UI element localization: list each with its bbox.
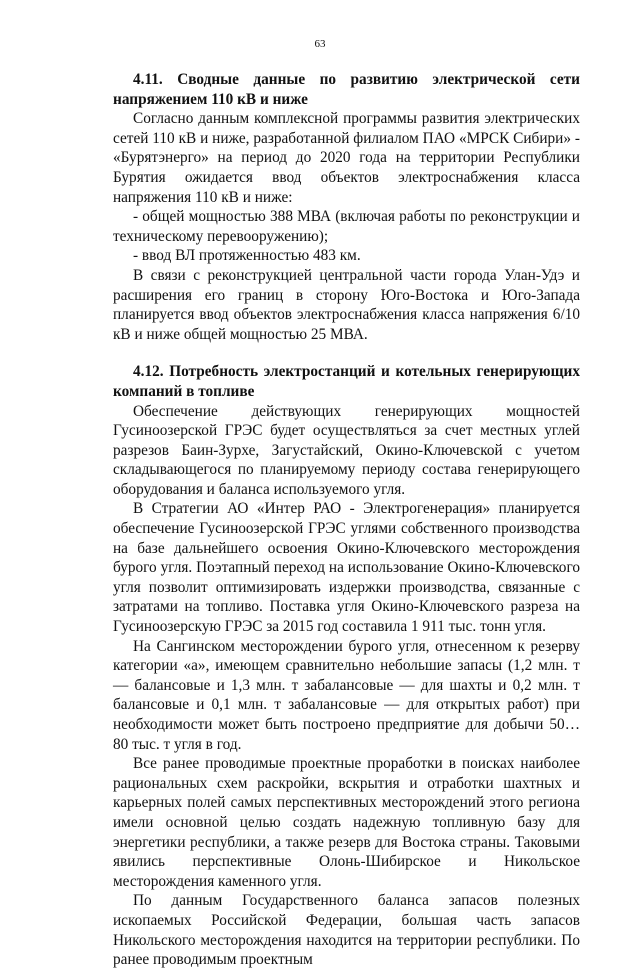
- list-item: - ввод ВЛ протяженностью 483 км.: [133, 247, 361, 265]
- document-body: [113, 70, 580, 970]
- section-heading: 4.11. Сводные данные по развитию электрической сети напряжением 110 кВ и ниже: [113, 71, 580, 108]
- paragraph: Обеспечение действующих генерирующих мощностей Гусиноозерской ГРЭС будет осуществляться за счет местных углей разрезов Баин-Зурхе, Загустайский, Окино-Ключевской с учетом складывающегося по планируемому периоду состава генерирующего оборудования и баланса используемого угля.: [113, 402, 580, 498]
- paragraph: В связи с реконструкцией центральной части города Улан-Удэ и расширения его границ в сторону Юго-Востока и Юго-Запада планируется ввод объектов электроснабжения класса напряжения 6/10 кВ и ниже общей мощностью 25 МВА.: [113, 266, 580, 343]
- page-number: 63: [314, 38, 326, 50]
- list-item: - общей мощностью 388 МВА (включая работы по реконструкции и техническому перевооружению);: [113, 208, 580, 245]
- paragraph: Все ранее проводимые проектные проработки в поисках наиболее рациональных схем раскройки, вскрытия и отработки шахтных и карьерных полей самых перспективных месторождений этого региона имели основной целью создать надежную топливную базу для энергетики республики, а также резерв для Востока страны. Таковыми явились перспективные Олонь-Шибирское и Никольское месторождения каменного угля.: [113, 755, 580, 890]
- paragraph: В Стратегии АО «Интер РАО - Электрогенерация» планируется обеспечение Гусиноозерской ГРЭС углями собственного производства на базе дальнейшего освоения Окино-Ключевского месторождения бурого угля. Поэтапный переход на использование Окино-Ключевского угля позволит оптимизировать издержки производства, связанные с затратами на топливо. Поставка угля Окино-Ключевского разреза на Гусиноозерскую ГРЭС за 2015 год составила 1 911 тыс. тонн угля.: [113, 500, 580, 636]
- paragraph: На Сангинском месторождении бурого угля, отнесенном к резерву категории «а», имеющем сравнительно небольшие запасы (1,2 млн. т — балансовые и 1,3 млн. т забалансовые — для шахты и 0,2 млн. т балансовые и 0,1 млн. т забалансовые — для открытых работ) при необходимости может быть построено предприятие для добычи 50…80 тыс. т угля в год.: [113, 637, 580, 753]
- paragraph: По данным Государственного баланса запасов полезных ископаемых Российской Федерации, большая часть запасов Никольского месторождения находится на территории республики. По ранее проводимым проектным: [113, 892, 580, 969]
- paragraph: Согласно данным комплексной программы развития электрических сетей 110 кВ и ниже, разработанной филиалом ПАО «МРСК Сибири» - «Бурятэнерго» на период до 2020 года на территории Республики Бурятия ожидается ввод объектов электроснабжения класса напряжения 110 кВ и ниже:: [113, 110, 580, 206]
- section-heading: 4.12. Потребность электростанций и котельных генерирующих компаний в топливе: [113, 363, 580, 400]
- section-spacer: [113, 344, 580, 362]
